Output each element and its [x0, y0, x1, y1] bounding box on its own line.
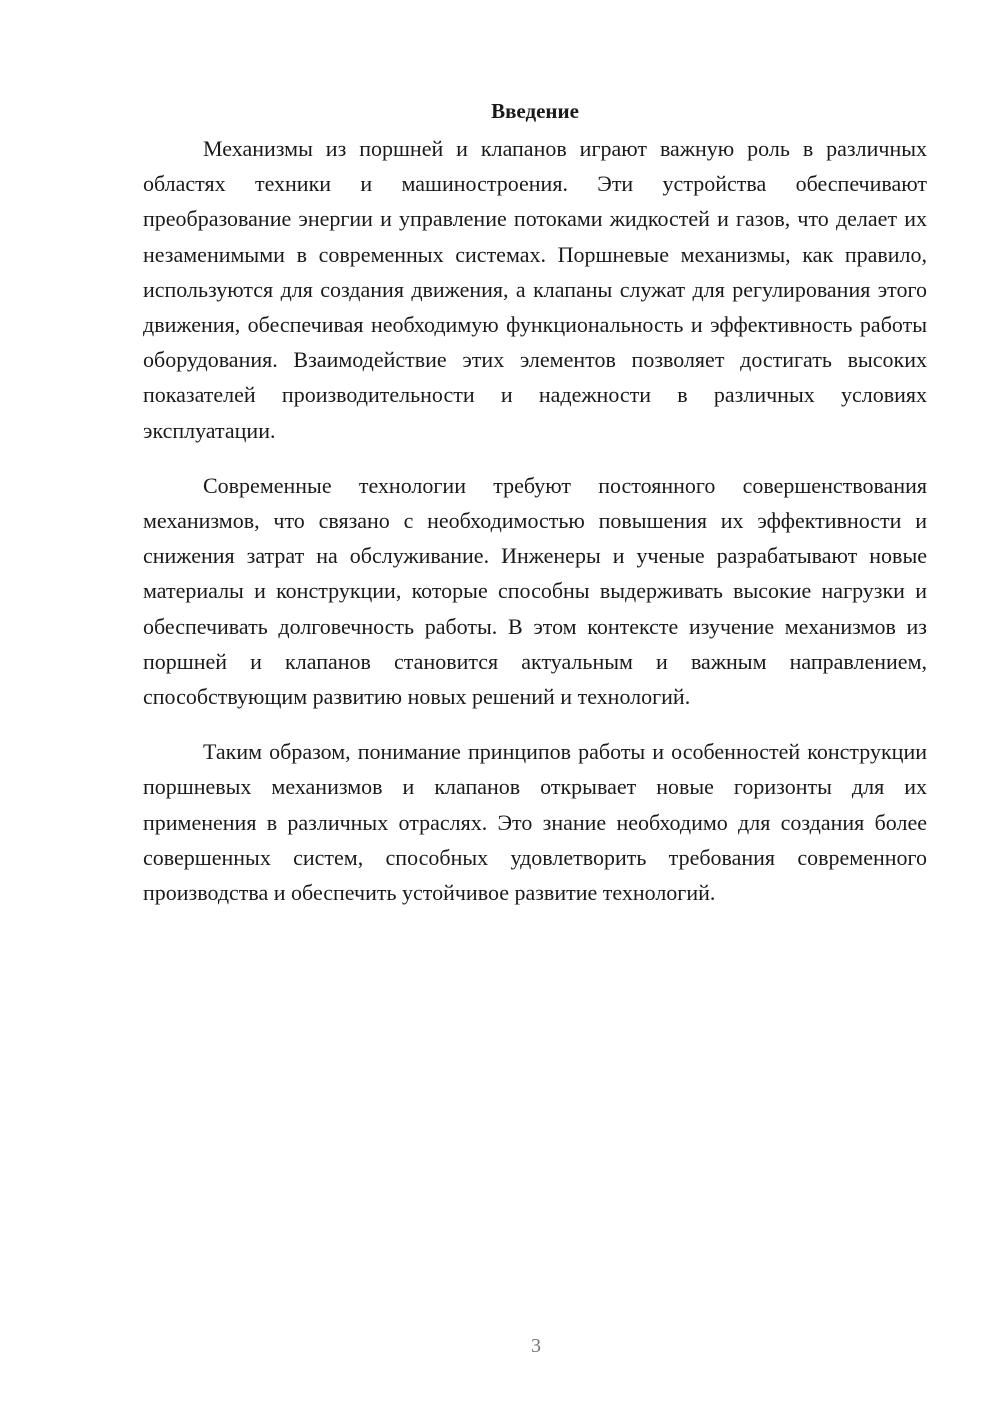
paragraph-3: Таким образом, понимание принципов работы и особенностей конструкции поршневых механизмов и клапанов открывает новые горизонты для их применения в различных отраслях. Это знание необходимо для создания более совершенных систем, способных удовлетворить требования современного производства и обеспечить устойчивое развитие технологий. [143, 739, 927, 906]
page-title: Введение [491, 99, 579, 123]
page-number: 3 [531, 1335, 541, 1357]
paragraph-2: Современные технологии требуют постоянного совершенствования механизмов, что связано с необходимостью повышения их эффективности и снижения затрат на обслуживание. Инженеры и ученые разрабатывают новые материалы и конструкции, которые способны выдерживать высокие нагрузки и обеспечивать долговечность работы. В этом контексте изучение механизмов из поршней и клапанов становится актуальным и важным направлением, способствующим развитию новых решений и технологий. [143, 472, 927, 710]
page-content [143, 96, 927, 930]
paragraph-1: Механизмы из поршней и клапанов играют важную роль в различных областях техники и машиностроения. Эти устройства обеспечивают преобразование энергии и управление потоками жидкостей и газов, что делает их незаменимыми в современных системах. Поршневые механизмы, как правило, используются для создания движения, а клапаны служат для регулирования этого движения, обеспечивая необходимую функциональность и эффективность работы оборудования. Взаимодействие этих элементов позволяет достигать высоких показателей производительности и надежности в различных условиях эксплуатации. [143, 136, 927, 443]
